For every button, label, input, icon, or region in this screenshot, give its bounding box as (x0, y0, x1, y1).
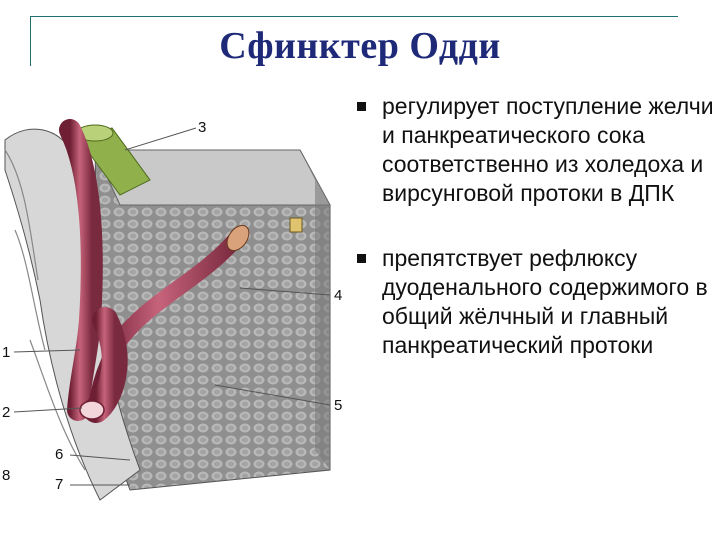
bullet-list (352, 92, 718, 360)
accessory-duct-stump (290, 218, 302, 232)
slide-title: Сфинктер Одди (219, 25, 501, 67)
bullet-text: регулирует поступление желчи и панкреатического сока соответственно из холедоха и вирсунговой протоки в ДПК (382, 93, 714, 206)
label-6: 6 (55, 446, 64, 463)
bullet-text: препятствует рефлюксу дуоденального содержимого в общий жёлчный и главный панкреатический протоки (382, 245, 708, 358)
label-1: 1 (2, 344, 11, 361)
bullet-item (352, 92, 718, 208)
label-7: 7 (55, 476, 64, 493)
square-bullet-icon (357, 254, 366, 263)
label-3: 3 (198, 119, 207, 136)
major-duodenal-papilla (80, 401, 104, 419)
label-5: 5 (334, 397, 343, 414)
label-2: 2 (2, 404, 11, 421)
label-8: 8 (2, 467, 11, 484)
square-bullet-icon (357, 102, 366, 111)
slide-frame-top-line (30, 16, 678, 17)
sphincter-of-oddi-illustration (0, 110, 360, 510)
label-4: 4 (334, 287, 343, 304)
bullet-item (352, 244, 718, 360)
